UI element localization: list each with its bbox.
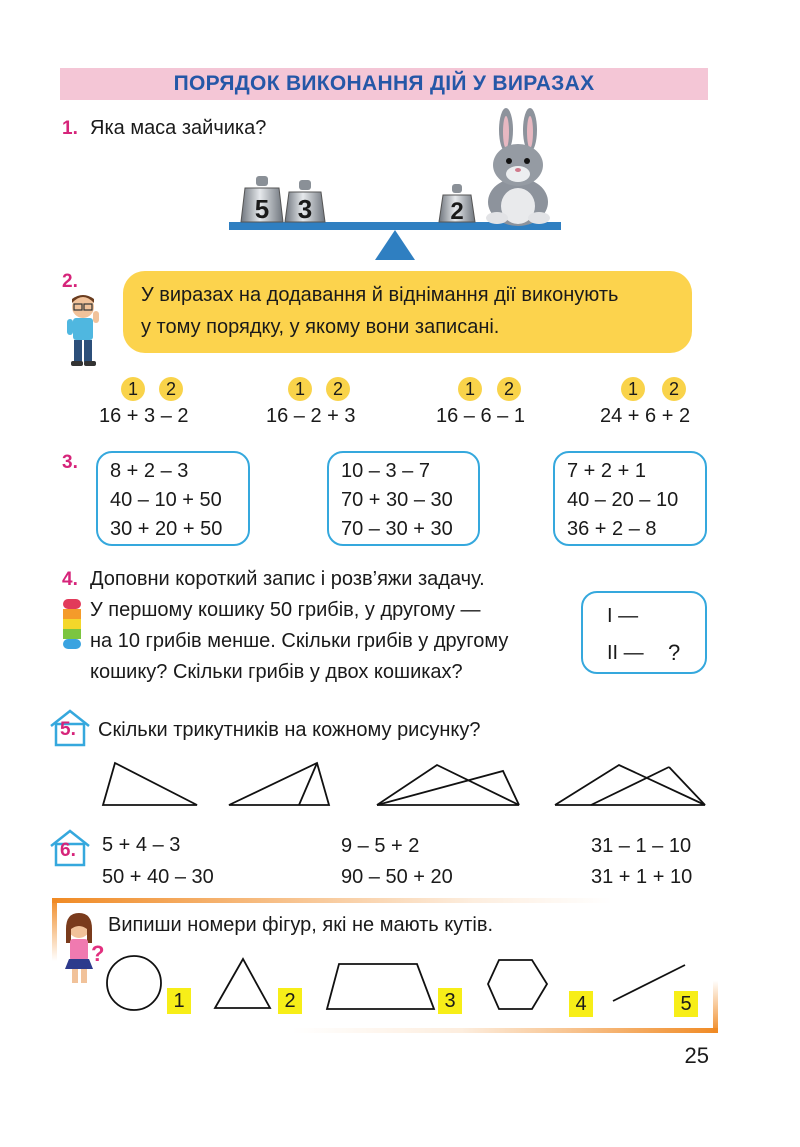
task6-number: 6.	[60, 840, 76, 861]
difficulty-levels-icon	[63, 599, 81, 651]
order-badge: 1	[621, 377, 645, 401]
problem-line: на 10 грибів менше. Скільки грибів у другому	[90, 630, 509, 652]
task5-question: Скільки трикутників на кожному рисунку?	[98, 719, 481, 741]
circle-shape	[107, 956, 161, 1010]
box-expression: 8 + 2 – 3	[110, 460, 189, 482]
triangle-figure-3	[377, 765, 519, 805]
order-badge: 1	[288, 377, 312, 401]
task3-number: 3.	[62, 452, 78, 473]
rule-line-1: У виразах на додавання й віднімання дії виконують	[141, 284, 619, 306]
box-expression: 7 + 2 + 1	[567, 460, 646, 482]
balance-scale-illustration	[225, 108, 565, 260]
shape-label: 1	[167, 988, 191, 1014]
task2-number: 2.	[62, 271, 78, 292]
short-record-row-1: I —	[607, 605, 639, 627]
box-expression: 70 – 30 + 30	[341, 518, 453, 540]
order-badge: 2	[326, 377, 350, 401]
shape-label: 4	[569, 991, 593, 1017]
shape-label: 3	[438, 988, 462, 1014]
task4-heading: Доповни короткий запис і розв’яжи задачу.	[90, 568, 485, 590]
hexagon-shape	[488, 960, 547, 1009]
box-expression: 10 – 3 – 7	[341, 460, 430, 482]
task4-number: 4.	[62, 569, 78, 590]
svg-text:5: 5	[254, 194, 270, 224]
example-expression: 24 + 6 + 2	[600, 405, 691, 427]
question-mark-icon: ?	[91, 941, 105, 966]
short-record-row-2: II —	[607, 642, 644, 664]
short-record-box	[581, 591, 707, 674]
weight-3	[285, 180, 325, 224]
task6-expression: 31 + 1 + 10	[591, 866, 693, 888]
box-expression: 30 + 20 + 50	[110, 518, 223, 540]
example-expression: 16 – 6 – 1	[436, 405, 525, 427]
shape-label: 2	[278, 988, 302, 1014]
task6-expression: 90 – 50 + 20	[341, 866, 453, 888]
bonus-question: Випиши номери фігур, які не мають кутів.	[108, 914, 494, 936]
girl-character-icon	[59, 913, 105, 985]
trapezoid-shape	[327, 964, 434, 1009]
problem-line: У першому кошику 50 грибів, у другому —	[90, 599, 481, 621]
task6-expression: 5 + 4 – 3	[102, 834, 181, 856]
order-badge: 2	[497, 377, 521, 401]
rabbit-icon	[486, 108, 550, 226]
scale-fulcrum	[375, 230, 415, 260]
task6-expression: 50 + 40 – 30	[102, 866, 214, 888]
weight-5	[241, 176, 283, 224]
box-expression: 70 + 30 – 30	[341, 489, 453, 511]
boy-character-icon	[63, 293, 103, 368]
svg-text:3: 3	[297, 194, 313, 224]
problem-line: кошику? Скільки грибів у двох кошиках?	[90, 661, 463, 683]
rule-bubble	[123, 271, 692, 353]
rule-line-2: у тому порядку, у якому вони записані.	[141, 316, 500, 338]
task1-question: Яка маса зайчика?	[90, 117, 267, 139]
example-expression: 16 + 3 – 2	[99, 405, 189, 427]
order-badge: 2	[159, 377, 183, 401]
short-record-question: ?	[668, 640, 681, 665]
shape-label: 5	[674, 991, 698, 1017]
task1-number: 1.	[62, 118, 78, 139]
order-badge: 2	[662, 377, 686, 401]
triangle-figure-1	[103, 763, 197, 805]
order-badge: 1	[458, 377, 482, 401]
task6-expression: 9 – 5 + 2	[341, 835, 420, 857]
box-expression: 40 – 10 + 50	[110, 489, 222, 511]
expression-box	[96, 451, 250, 546]
svg-text:2: 2	[450, 198, 464, 225]
page-title: ПОРЯДОК ВИКОНАННЯ ДІЙ У ВИРАЗАХ	[173, 72, 595, 95]
box-expression: 40 – 20 – 10	[567, 489, 679, 511]
triangle-shape	[215, 959, 270, 1008]
triangle-figure-4	[555, 765, 705, 805]
triangle-figures	[95, 753, 715, 813]
task6-expression: 31 – 1 – 10	[591, 835, 692, 857]
expression-box	[327, 451, 480, 546]
order-badge: 1	[121, 377, 145, 401]
example-expression: 16 – 2 + 3	[266, 405, 356, 427]
expression-box	[553, 451, 707, 546]
box-expression: 36 + 2 – 8	[567, 518, 657, 540]
page-number: 25	[684, 1043, 709, 1068]
weight-2	[439, 184, 475, 225]
task5-number: 5.	[60, 719, 76, 740]
